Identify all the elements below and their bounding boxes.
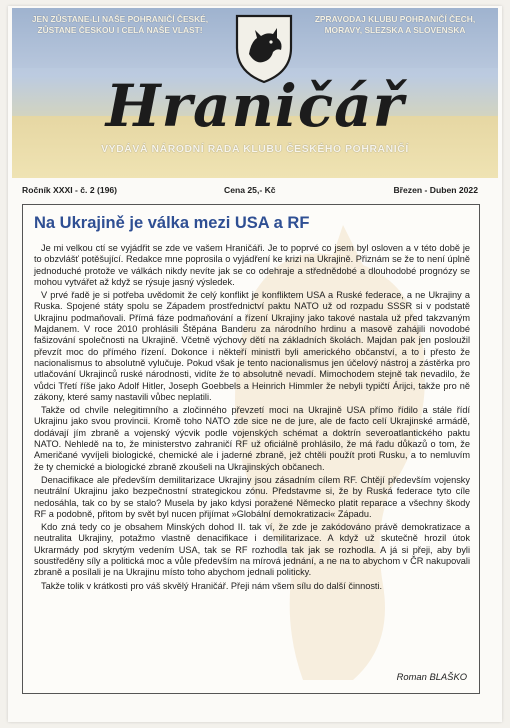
article-paragraph: Kdo zná tedy co je obsahem Minských dohod II. tak ví, že zde je zakódováno právě demokratizace a neutralita Ukrajiny, potažmo vlastně denacifikace i demilitarizace. A když už skutečně hrozil útok Ukrarmády pod skrytým vedením USA, tak se RF rozhodla tak jak se rozhodla. A já si přeji, aby byli soustředěny síly a politická moc a vůle především na mírová jednání, a ne na to abychom v ČR nakupovali zbraně a posílali je na Ukrajinu místo toho abychom jednali politicky.: [34, 522, 470, 578]
motto-left-line-2: ZŮSTANE ČESKOU I CELÁ NAŠE VLAST!: [37, 25, 203, 35]
masthead: [12, 8, 498, 178]
article-author: Roman BLAŠKO: [396, 671, 467, 682]
issue-date: Březen - Duben 2022: [393, 185, 478, 195]
motto-right: [300, 14, 490, 36]
motto-right-line-2: MORAVY, SLEZSKA A SLOVENSKA: [324, 25, 466, 35]
publisher-line: VYDÁVÁ NÁRODNÍ RADA KLUBU ČESKÉHO POHRANIČÍ: [101, 144, 409, 155]
motto-left: [20, 14, 220, 36]
issue-price: Cena 25,- Kč: [224, 185, 276, 195]
article-paragraph: Je mi velkou ctí se vyjádřit se zde ve vašem Hraničáři. Je to poprvé co jsem byl osloven a v této době je to obzvlášť potěšující. Redakce mne poprosila o vyjádření ke krizi na Ukrajině. Přiznám se že to není úplně jednoduché protože ve válkách nikdy nevíte jak se co odehraje a střednědobé a dlouhodobé prognózy se mohou vytvářet až když se rýsuje jasný výsledek.: [34, 243, 470, 287]
article-paragraph: Takže tolik v krátkosti pro váš skvělý Hraničář. Přeji nám všem sílu do další činnosti.: [41, 580, 383, 591]
newspaper-page: [8, 6, 502, 722]
article-paragraph: Denacifikace ale především demilitarizace Ukrajiny jsou zásadním cílem RF. Chtějí především vojensky neutrální Ukrajinu jako bezpečnostní strategickou zónu. Představme si, že by Ruská federace tyto cíle nedosáhla, tak co by se stalo? Musela by jako kdysi poražené Německo platit reparace a všechny škody RF a podobně, přitom by svět byl nucen přijímat »Globální demokratizaci« Západu.: [34, 474, 470, 519]
article-body: [34, 243, 470, 594]
motto-right-line-1: ZPRAVODAJ KLUBU POHRANIČÍ ČECH,: [314, 14, 476, 24]
article-paragraph: V prvé řadě je si potřeba uvědomit že celý konflikt je konfliktem USA a Ruské federace, a ne Ukrajiny a Ruska. Spojené státy spolu se Západem prostřednictví paktu NATO už od rozpadu SSSR si v podstatě Ukrajinu podmaňovali. Přímá fáze podmaňování a řízení Ukrajiny jako takové nastala už před takzvaným Majdanem. V roce 2010 prohlásili Štěpána Banderu za národního hrdinu a masově zahájili novodobé fašizování společnosti na Ukrajině. Včetně výchovy dětí na základních školách. Majdan pak jen posloužil převzít moc do přímého řízení. Dokonce i někteří ministři byli amerického občanství, a to i přesto že nacionalismus to absolutně vylučuje. Pokud však je tento nacionalismus jen účelový nástroj a zástěrka pro utlačování Ukrajinců ruské národnosti, vidíte že to absolutně nevadí. Mimochodem stejně tak nevadilo, že vůdci Třetí říše jako Adolf Hitler, Joseph Goebbels a Heinrich Himmler že nebyli typičtí Árijci, takže pro ně zákony, které samy nastavili vůbec neplatili.: [34, 290, 470, 402]
motto-left-line-1: JEN ZŮSTANE-LI NAŠE POHRANIČÍ ČESKÉ,: [31, 14, 209, 24]
newspaper-title: Hraničář: [105, 72, 405, 140]
article-paragraph: Takže od chvíle nelegitimního a zločinného převzetí moci na Ukrajině USA přímo řídilo a stále řídí Ukrajinu jako svou provincii. Kromě toho NATO zde sice ne de jure, ale de facto celí Ukrajinské armádě, dodávají jím zbraně a vojenský výcvik podle vojenských schémat a doktrín severoatlantického paktu NATO. Nehledě na to, že ministerstvo zahraničí RF už oficiálně prohlásilo, že má řadu důkazů o tom, že Američané vyvíjeli biologické, chemické ale i jaderné zbraně, jež chtěli použít proti Rusku, a to nemluvím že ty chemické a biologické zbraně zkoušeli na Ukrajinských občanech.: [34, 405, 470, 472]
article-box: [22, 204, 480, 694]
article-heading: Na Ukrajině je válka mezi USA a RF: [34, 214, 310, 232]
issue-info-bar: [22, 185, 478, 197]
issue-volume: Ročník XXXI - č. 2 (196): [22, 185, 118, 195]
